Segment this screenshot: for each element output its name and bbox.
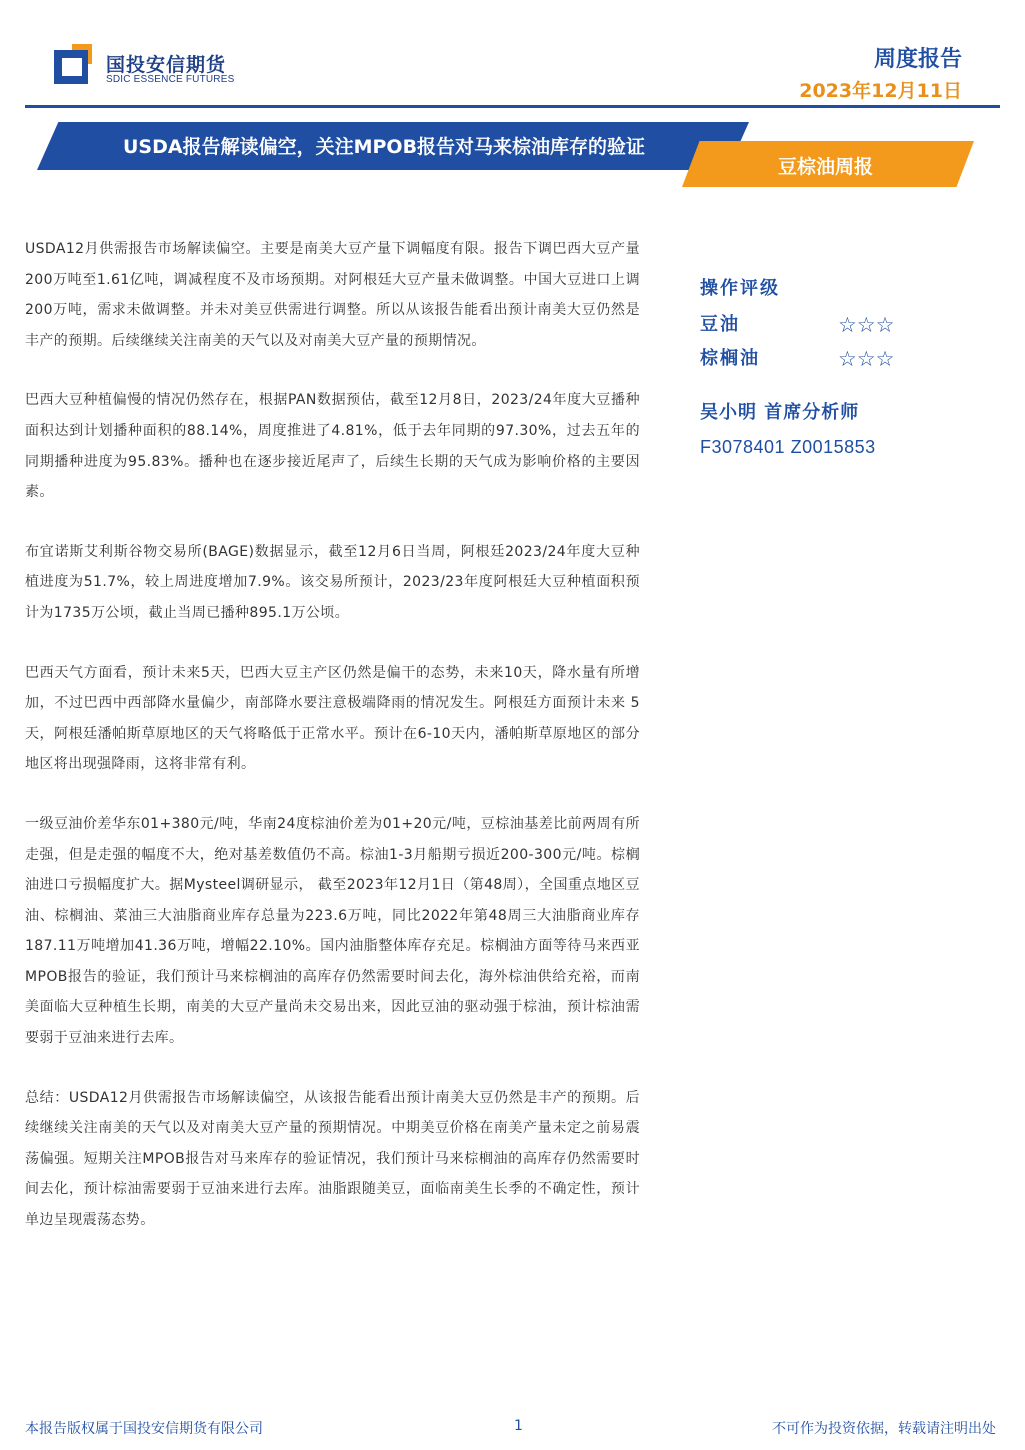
company-name-en: SDIC ESSENCE FUTURES [106, 74, 235, 85]
analyst-name: 吴小明 首席分析师 [700, 402, 860, 423]
rating-name: 棕榈油 [700, 348, 760, 369]
rating-name: 豆油 [700, 314, 740, 335]
analyst-license-ids: F3078401 Z0015853 [700, 437, 876, 457]
footer-copyright: 本报告版权属于国投安信期货有限公司 [25, 1421, 263, 1437]
report-type: 周度报告 [873, 47, 962, 72]
rating-title: 操作评级 [700, 278, 780, 299]
paragraph: 总结：USDA12月供需报告市场解读偏空，从该报告能看出预计南美大豆仍然是丰产的预期。后续继续关注南美的天气以及对南美大豆产量的预期情况。中期美豆价格在南美产量未定之前易震荡偏强。短期关注MPOB报告对马来库存的验证情况，我们预计马来棕榈油的高库存仍然需要时间去化，预计棕油需要弱于豆油来进行去库。油脂跟随美豆，面临南美生长季的不确定性，预计单边呈现震荡态势。 [25, 1089, 640, 1229]
report-body [25, 234, 640, 1265]
header-divider [25, 105, 1000, 108]
report-tag: 豆棕油周报 [778, 156, 874, 178]
rating-row-soyoil [700, 308, 920, 342]
paragraph: 巴西天气方面看，预计未来5天，巴西大豆主产区仍然是偏干的态势，未来10天，降水量有所增加，不过巴西中西部降水量偏少，南部降水要注意极端降雨的情况发生。阿根廷方面预计未来 5 天，阿根廷潘帕斯草原地区的天气将略低于正常水平。预计在6-10天内，潘帕斯草原地区的部分地区将出现强降雨，这将非常有利。 [25, 664, 640, 773]
sidebar [700, 274, 920, 464]
star-rating-icon: ☆☆☆ [838, 313, 895, 337]
report-date: 2023年12月11日 [799, 80, 962, 102]
paragraph: 一级豆油价差华东01+380元/吨，华南24度棕油价差为01+20元/吨，豆棕油基差比前两周有所走强，但是走强的幅度不大，绝对基差数值仍不高。棕油1-3月船期亏损近200-300元/吨。棕榈油进口亏损幅度扩大。据Mysteel调研显示， 截至2023年12月1日（第48周），全国重点地区豆油、棕榈油、菜油三大油脂商业库存总量为223.6万吨，同比2022年第48周三大油脂商业库存187.11万吨增加41.36万吨，增幅22.10%。国内油脂整体库存充足。棕榈油方面等待马来西亚MPOB报告的验证，我们预计马来棕榈油的高库存仍然需要时间去化，海外棕油供给充裕，而南美面临大豆种植生长期，南美的大豆产量尚未交易出来，因此豆油的驱动强于棕油，预计棕油需要弱于豆油来进行去库。 [25, 815, 640, 1047]
rating-row-palmoil [700, 342, 920, 376]
paragraph: 布宜诺斯艾利斯谷物交易所(BAGE)数据显示，截至12月6日当周，阿根廷2023/24年度大豆种植进度为51.7%，较上周进度增加7.9%。该交易所预计，2023/23年度阿根廷大豆种植面积预计为1735万公顷，截止当周已播种895.1万公顷。 [25, 543, 640, 621]
report-title: USDA报告解读偏空，关注MPOB报告对马来棕油库存的验证 [123, 136, 646, 158]
paragraph: 巴西大豆种植偏慢的情况仍然存在，根据PAN数据预估，截至12月8日，2023/24年度大豆播种面积达到计划播种面积的88.14%，周度推进了4.81%，低于去年同期的97.30%，过去五年的同期播种进度为95.83%。播种也在逐步接近尾声了，后续生长期的天气成为影响价格的主要因素。 [25, 392, 640, 501]
company-logo-mark [54, 44, 96, 84]
page-number: 1 [514, 1418, 523, 1434]
footer-disclaimer: 不可作为投资依据，转载请注明出处 [772, 1421, 996, 1437]
star-rating-icon: ☆☆☆ [838, 347, 895, 371]
company-name-cn: 国投安信期货 [106, 54, 227, 76]
paragraph: USDA12月供需报告市场解读偏空。主要是南美大豆产量下调幅度有限。报告下调巴西大豆产量200万吨至1.61亿吨，调减程度不及市场预期。对阿根廷大豆产量未做调整。中国大豆进口上调200万吨，需求未做调整。并未对美豆供需进行调整。所以从该报告能看出预计南美大豆仍然是丰产的预期。后续继续关注南美的天气以及对南美大豆产量的预期情况。 [25, 241, 640, 349]
